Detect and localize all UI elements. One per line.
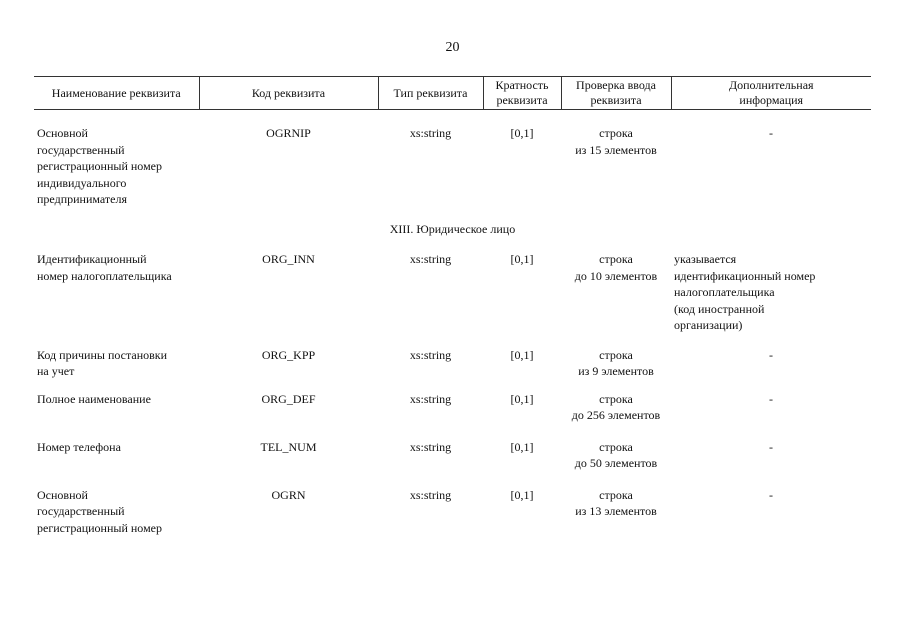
table-header-row xyxy=(34,77,871,110)
header-code: Код реквизита xyxy=(199,77,378,110)
input-check-line: строка xyxy=(599,126,633,140)
header-additional-info-line: информация xyxy=(739,93,804,107)
header-additional-info-line: Дополнительная xyxy=(728,78,814,92)
input-check-line: до 50 элементов xyxy=(574,456,658,470)
input-check-line: из 13 элементов xyxy=(575,504,657,518)
table-spacer xyxy=(34,110,871,126)
requisite-code-cell: ORG_KPP xyxy=(261,347,316,362)
requisite-code-cell: ORG_DEF xyxy=(261,391,316,406)
additional-info-line: идентификационный номер xyxy=(674,268,816,283)
input-check-cell xyxy=(561,347,671,391)
input-check-cell xyxy=(561,125,671,215)
requisite-type-cell: xs:string xyxy=(409,487,452,502)
requisite-name-line: Основной xyxy=(37,126,88,140)
header-input-check-line: реквизита xyxy=(590,93,642,107)
table-row xyxy=(34,347,871,391)
requisite-name-line: на учет xyxy=(37,364,75,378)
requisite-name-line: государственный xyxy=(37,504,125,518)
requisite-name-line: номер налогоплательщика xyxy=(37,268,172,283)
additional-info-cell xyxy=(671,347,871,391)
input-check-line: строка xyxy=(599,487,633,502)
input-check-line: из 9 элементов xyxy=(578,364,654,378)
requisite-multiplicity-cell: [0,1] xyxy=(510,126,534,140)
additional-info-cell xyxy=(671,487,871,537)
requisite-name-line: регистрационный номер xyxy=(37,159,162,173)
requisite-name-line: Код причины постановки xyxy=(37,347,168,362)
section-title: XIII. Юридическое лицо xyxy=(389,221,516,236)
additional-info-cell xyxy=(671,125,871,215)
additional-info-cell xyxy=(671,439,871,487)
requisite-code-cell: OGRN xyxy=(271,487,306,502)
header-multiplicity-line: Кратность xyxy=(495,78,549,92)
input-check-line: из 15 элементов xyxy=(575,142,657,157)
input-check-cell xyxy=(561,251,671,347)
requisite-name-cell xyxy=(34,251,199,347)
requisites-table xyxy=(34,76,871,536)
section-heading-row xyxy=(34,215,871,252)
requisite-name-line: предпринимателя xyxy=(37,192,127,206)
input-check-line: до 256 элементов xyxy=(571,408,661,422)
requisite-name-cell xyxy=(34,125,199,215)
table-row xyxy=(34,439,871,487)
table-row xyxy=(34,251,871,347)
additional-info-line: указывается xyxy=(674,252,737,266)
requisite-type-cell: xs:string xyxy=(409,391,452,406)
requisite-name-line: Полное наименование xyxy=(37,391,151,406)
requisite-type-cell: xs:string xyxy=(409,347,452,362)
input-check-cell xyxy=(561,391,671,439)
additional-info-line: организации) xyxy=(674,318,743,332)
requisite-multiplicity-cell: [0,1] xyxy=(510,391,534,406)
additional-info-cell xyxy=(671,391,871,439)
header-additional-info xyxy=(671,77,871,110)
header-name: Наименование реквизита xyxy=(34,77,199,110)
additional-info-cell xyxy=(671,251,871,347)
page-number: 20 xyxy=(445,40,460,55)
requisite-name-line: индивидуального xyxy=(37,175,127,190)
header-multiplicity-line: реквизита xyxy=(496,93,548,107)
additional-info-line: - xyxy=(769,347,773,362)
requisite-name-cell xyxy=(34,439,199,487)
header-input-check xyxy=(561,77,671,110)
input-check-cell xyxy=(561,487,671,537)
table-body xyxy=(34,110,871,537)
table-row xyxy=(34,125,871,215)
requisite-type-cell: xs:string xyxy=(409,439,452,454)
additional-info-line: - xyxy=(769,126,773,140)
requisite-code-cell: ORG_INN xyxy=(262,252,315,266)
header-multiplicity xyxy=(483,77,561,110)
requisite-multiplicity-cell: [0,1] xyxy=(510,347,534,362)
requisite-name-line: Основной xyxy=(37,487,88,502)
table-row xyxy=(34,487,871,537)
input-check-line: строка xyxy=(599,252,633,266)
requisite-code-cell: TEL_NUM xyxy=(260,439,317,454)
additional-info-line: (код иностранной xyxy=(674,301,765,316)
input-check-line: строка xyxy=(599,391,633,406)
requisite-name-line: Идентификационный xyxy=(37,252,147,266)
header-input-check-line: Проверка ввода xyxy=(576,78,656,92)
requisite-code-cell: OGRNIP xyxy=(266,126,311,140)
additional-info-line: - xyxy=(769,487,773,502)
requisite-name-line: государственный xyxy=(37,142,125,157)
input-check-line: строка xyxy=(599,347,633,362)
additional-info-line: налогоплательщика xyxy=(674,285,775,299)
requisite-name-cell xyxy=(34,347,199,391)
requisite-name-cell xyxy=(34,487,199,537)
requisite-name-line: регистрационный номер xyxy=(37,520,162,535)
additional-info-line: - xyxy=(769,439,773,454)
requisite-type-cell: xs:string xyxy=(409,126,452,140)
table-row xyxy=(34,391,871,439)
input-check-line: строка xyxy=(599,439,633,454)
requisite-name-line: Номер телефона xyxy=(37,439,121,454)
requisite-name-cell xyxy=(34,391,199,439)
additional-info-line: - xyxy=(769,391,773,406)
header-type: Тип реквизита xyxy=(378,77,483,110)
input-check-cell xyxy=(561,439,671,487)
requisite-type-cell: xs:string xyxy=(409,252,452,266)
requisite-multiplicity-cell: [0,1] xyxy=(510,439,534,454)
input-check-line: до 10 элементов xyxy=(574,268,658,283)
requisite-multiplicity-cell: [0,1] xyxy=(510,252,534,266)
requisite-multiplicity-cell: [0,1] xyxy=(510,487,534,502)
